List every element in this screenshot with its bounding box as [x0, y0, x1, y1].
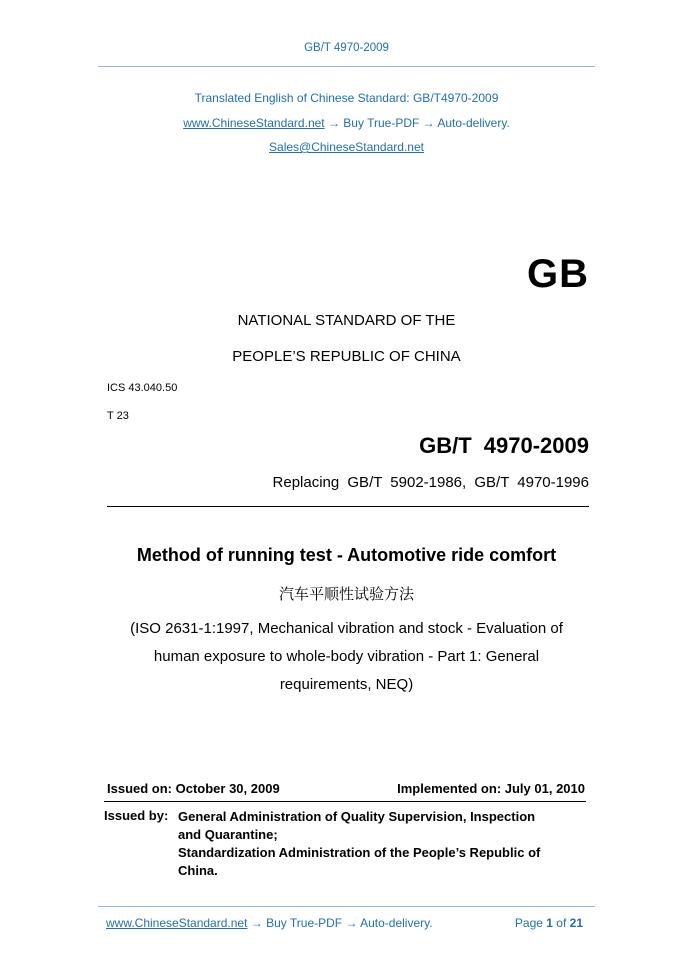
gb-mark: GB [527, 252, 589, 296]
ics-code: ICS 43.040.50 [107, 382, 178, 394]
footer-purchase-line [106, 916, 433, 930]
footer-buy-text: → Buy True-PDF → Auto-delivery. [247, 916, 433, 930]
classification-code: T 23 [107, 410, 129, 422]
sales-line [0, 140, 693, 154]
sales-email-link[interactable]: Sales@ChineseStandard.net [269, 140, 424, 154]
issued-by-line-4: China. [178, 863, 218, 878]
page-prefix: Page [514, 916, 547, 930]
national-standard-line2: PEOPLE’S REPUBLIC OF CHINA [232, 348, 461, 365]
issued-by-label: Issued by: [104, 808, 169, 823]
iso-line-2: human exposure to whole-body vibration - Part 1: General [153, 648, 540, 665]
iso-line-3: requirements, NEQ) [279, 676, 414, 693]
page-total: 21 [569, 916, 583, 930]
running-header: GB/T 4970-2009 [304, 42, 389, 54]
footer-divider [98, 906, 595, 907]
iso-line-1: (ISO 2631-1:1997, Mechanical vibration and stock - Evaluation of [130, 620, 563, 637]
issued-on: Issued on: October 30, 2009 [107, 781, 280, 796]
buy-text: → Buy True-PDF → Auto-delivery. [324, 116, 510, 130]
issue-divider [104, 801, 586, 802]
document-title: Method of running test - Automotive ride comfort [136, 545, 557, 565]
header-divider [98, 66, 595, 67]
iso-reference [0, 615, 693, 699]
issued-by-text [178, 808, 588, 880]
implemented-on: Implemented on: July 01, 2010 [397, 781, 585, 796]
standard-code: GB/T 4970-2009 [419, 433, 589, 458]
footer-site-link[interactable]: www.ChineseStandard.net [106, 916, 248, 930]
national-standard-line1: NATIONAL STANDARD OF THE [237, 312, 456, 329]
translated-notice: Translated English of Chinese Standard: GB/T4970-2009 [194, 91, 499, 105]
page-current: 1 [546, 916, 553, 930]
chinese-title: 汽车平顺性试验方法 [278, 585, 414, 603]
main-divider [107, 506, 589, 507]
page-indicator [515, 916, 583, 930]
purchase-line [0, 116, 693, 130]
page-of: of [552, 916, 570, 930]
issued-by-line-3: Standardization Administration of the People’s Republic of [178, 845, 541, 860]
replacing-line: Replacing GB/T 5902-1986, GB/T 4970-1996 [272, 474, 589, 491]
issued-by-line-2: and Quarantine; [178, 827, 278, 842]
site-link[interactable]: www.ChineseStandard.net [183, 116, 325, 130]
issued-by-line-1: General Administration of Quality Supervision, Inspection [178, 809, 536, 824]
